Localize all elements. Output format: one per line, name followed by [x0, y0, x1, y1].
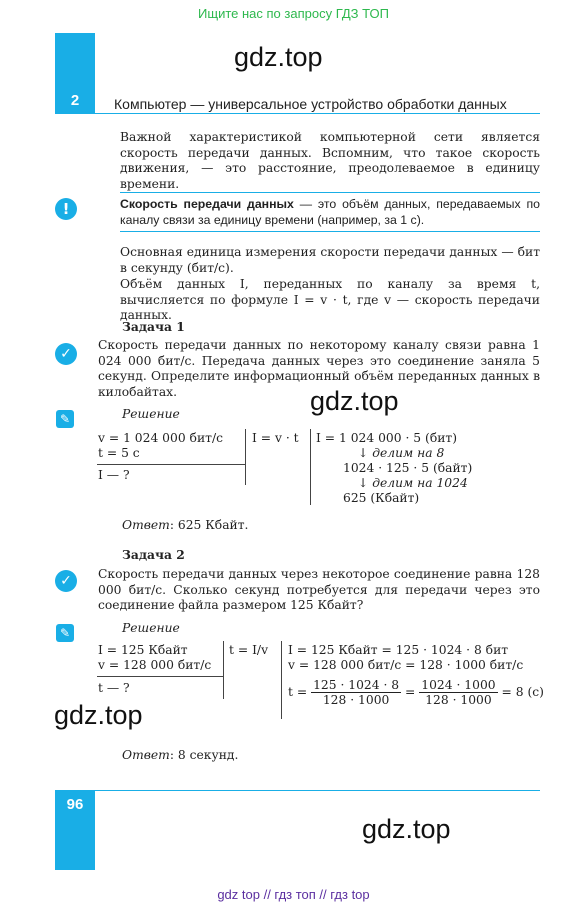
watermark-left: gdz.top — [54, 700, 143, 730]
task2-formula: t = I/v — [229, 643, 269, 657]
intro-paragraph: Важной характеристикой компьютерной сети является скорость передачи данных. Вспомним, что такое скорость движения, — это расстояние, преодолеваемое в единицу времени. — [120, 130, 540, 191]
task2-title: Задача 2 — [122, 547, 185, 562]
task2-result: = 8 (с) — [501, 685, 544, 699]
chapter-title: Компьютер — универсальное устройство обработки данных — [114, 96, 507, 112]
definition-text: — это объём данных, передаваемых по каналу связи за единицу времени (например, за 1 с). — [120, 197, 541, 227]
formula-paragraph: Объём данных I, переданных по каналу за время t, вычисляется по формуле I = v · t, где v — скорость передачи данных. — [120, 277, 540, 322]
task1-given-v: v = 1 024 000 бит/с — [98, 431, 223, 445]
checkmark-icon-2: ✓ — [55, 570, 77, 592]
checkmark-icon: ✓ — [55, 343, 77, 365]
task2-answer-value: : 8 секунд. — [169, 748, 239, 762]
definition-rule-top — [120, 192, 540, 193]
task1-text: Скорость передачи данных по некоторому каналу связи равна 1 024 000 бит/с. Передача данных через это соединение заняла 5 секунд. Определите информационный объём переданных данных в килобайтах. — [98, 338, 540, 399]
page-color-bar — [55, 820, 95, 870]
task2-frac1-den: 128 · 1000 — [322, 693, 390, 707]
task2-step-1: I = 125 Кбайт = 125 · 1024 · 8 бит — [288, 643, 509, 657]
task2-solution-label: Решение — [122, 621, 180, 635]
top-banner: Ищите нас по запросу ГДЗ ТОП — [198, 6, 389, 21]
pencil-icon-2: ✎ — [56, 624, 74, 642]
task2-frac1-num: 125 · 1024 · 8 — [313, 678, 400, 692]
exclamation-icon: ! — [55, 198, 77, 220]
task2-step-2: v = 128 000 бит/с = 128 · 1000 бит/с — [288, 658, 524, 672]
task2-find: t — ? — [98, 681, 130, 695]
task2-text: Скорость передачи данных через некоторое соединение равна 128 000 бит/с. Сколько секунд потребуется для передачи через это соединение файла размером 125 Кбайт? — [98, 567, 540, 612]
definition-rule-bottom — [120, 231, 540, 232]
task2-frac2-den: 128 · 1000 — [425, 693, 492, 707]
watermark-top: gdz.top — [234, 42, 323, 72]
task1-given-rule — [97, 464, 245, 465]
chapter-number: 2 — [55, 89, 95, 113]
definition-term: Скорость передачи данных — [120, 197, 294, 211]
task1-answer — [122, 518, 248, 532]
task1-solution-label: Решение — [122, 407, 180, 421]
unit-paragraph: Основная единица измерения скорости передачи данных — бит в секунду (бит/с). — [120, 245, 540, 275]
footer-links[interactable]: gdz top // гдз топ // гдз top — [217, 887, 370, 902]
task2-divider-1 — [223, 641, 224, 699]
task2-equals: = — [405, 685, 416, 699]
task2-fraction-1 — [311, 678, 401, 707]
task1-answer-value: : 625 Кбайт. — [169, 518, 249, 532]
task1-answer-label: Ответ — [122, 518, 170, 532]
task2-divider-2 — [281, 641, 282, 719]
task2-frac-lead: t = — [288, 685, 308, 699]
task2-given-i: I = 125 Кбайт — [98, 643, 188, 657]
task1-title: Задача 1 — [122, 319, 185, 334]
definition — [120, 196, 540, 228]
chapter-color-bar — [55, 33, 95, 89]
task2-given-v: v = 128 000 бит/с — [98, 658, 212, 672]
task2-fraction-line — [288, 678, 544, 707]
task1-given-t: t = 5 с — [98, 446, 140, 460]
task2-given-rule — [97, 676, 223, 677]
watermark-bottom: gdz.top — [362, 814, 451, 844]
task2-answer-label: Ответ — [122, 748, 170, 762]
task1-divider-1 — [245, 429, 246, 485]
task1-find: I — ? — [98, 468, 130, 482]
task2-frac2-num: 1024 · 1000 — [421, 678, 496, 692]
task2-fraction-2 — [419, 678, 497, 707]
task1-step-2: ↓ делим на 8 — [358, 446, 445, 460]
header-rule — [55, 113, 540, 114]
task1-formula: I = v · t — [252, 431, 299, 445]
task1-divider-2 — [310, 429, 311, 505]
pencil-icon: ✎ — [56, 410, 74, 428]
task2-answer — [122, 748, 238, 762]
task1-step-5: 625 (Кбайт) — [343, 491, 420, 505]
task1-step-3: 1024 · 125 · 5 (байт) — [343, 461, 473, 475]
task1-step-4: ↓ делим на 1024 — [358, 476, 468, 490]
watermark-middle: gdz.top — [310, 386, 399, 416]
page-number: 96 — [55, 790, 95, 820]
task1-step-1: I = 1 024 000 · 5 (бит) — [316, 431, 458, 445]
footer-rule — [95, 790, 540, 791]
